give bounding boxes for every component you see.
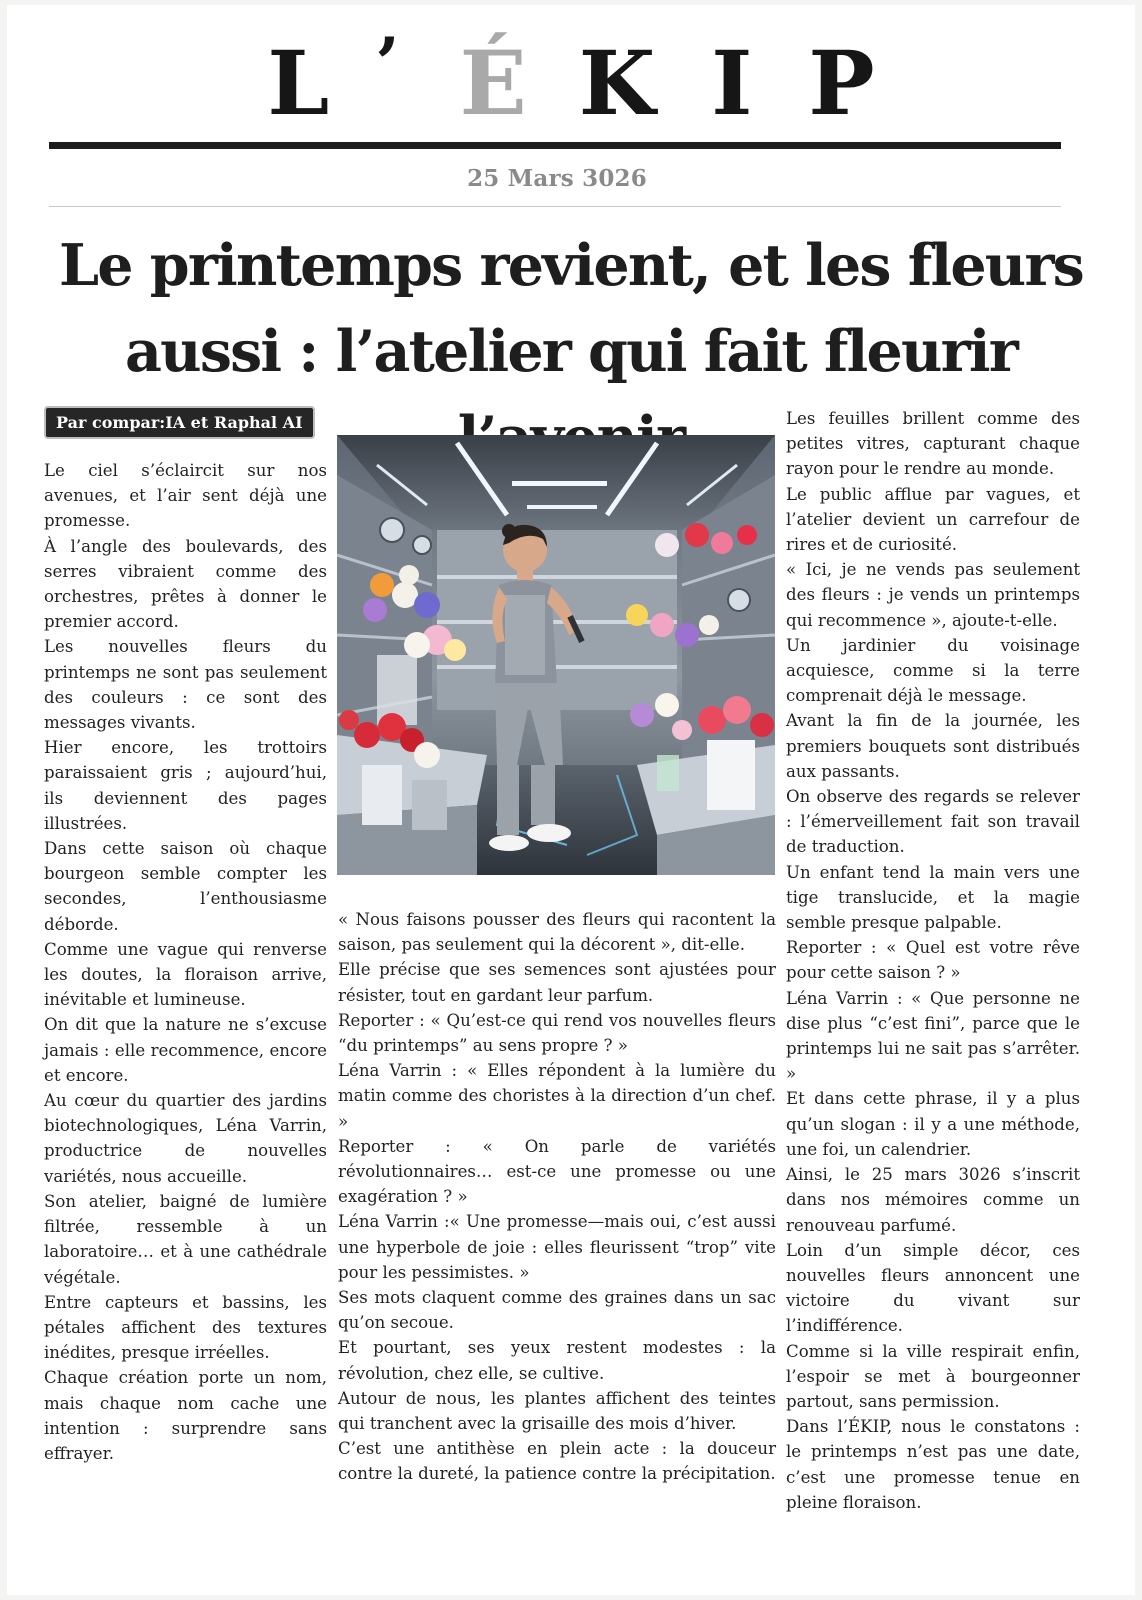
paragraph: Léna Varrin : « Elles répondent à la lumière du matin comme des choristes à la direction d’un chef. » [338, 1061, 776, 1131]
paragraph: Reporter : « Qu’est-ce qui rend vos nouvelles fleurs “du printemps” au sens propre ? » [338, 1010, 776, 1056]
byline: Par compar:IA et Raphal AI [46, 408, 313, 437]
paragraph: « Nous faisons pousser des fleurs qui racontent la saison, pas seulement qui la décorent », dit-elle. [338, 910, 776, 955]
paragraph: Et dans cette phrase, il y a plus qu’un slogan : il y a une méthode, une foi, un calendrier. [786, 1089, 1080, 1159]
column-left [44, 458, 327, 1466]
column-right [786, 406, 1080, 1515]
paragraph: Reporter : « On parle de variétés révolutionnaires… est-ce une promesse ou une exagération ? » [338, 1136, 776, 1207]
paragraph: Loin d’un simple décor, ces nouvelles fleurs annoncent une victoire du vivant sur l’indifférence. [786, 1240, 1080, 1336]
paragraph: Hier encore, les trottoirs paraissaient gris ; aujourd’hui, ils deviennent des pages illustrées. [44, 738, 327, 833]
column-middle [338, 907, 776, 1487]
paragraph: Entre capteurs et bassins, les pétales affichent des textures inédites, presque irréelles. [44, 1292, 327, 1363]
paragraph: Léna Varrin : « Que personne ne dise plus “c’est fini”, parce que le printemps lui ne sait pas s’arrêter. » [786, 988, 1080, 1084]
masthead-letter: I [711, 31, 753, 135]
paragraph: Le public afflue par vagues, et l’atelier devient un carrefour de rires et de curiosité. [786, 484, 1080, 555]
paragraph: Et pourtant, ses yeux restent modestes : la révolution, chez elle, se cultive. [338, 1338, 776, 1383]
paragraph: Ainsi, le 25 mars 3026 s’inscrit dans nos mémoires comme un renouveau parfumé. [786, 1165, 1080, 1235]
paragraph: Dans cette saison où chaque bourgeon semble compter les secondes, l’enthousiasme déborde. [44, 839, 327, 934]
paragraph: On observe des regards se relever : l’émerveillement fait son travail de traduction. [786, 787, 1080, 857]
newspaper-page [7, 5, 1135, 1595]
paragraph: Avant la fin de la journée, les premiers bouquets sont distribués aux passants. [786, 711, 1080, 781]
dateline-rule [49, 206, 1061, 207]
masthead-letter: L [267, 31, 330, 135]
paragraph: Ses mots claquent comme des graines dans un sac qu’on secoue. [338, 1288, 776, 1333]
paragraph: Les nouvelles fleurs du printemps ne sont pas seulement des couleurs : ce sont des messages vivants. [44, 637, 327, 733]
paragraph: Son atelier, baigné de lumière filtrée, ressemble à un laboratoire… et à une cathédrale végétale. [44, 1191, 327, 1287]
masthead-letter: P [808, 31, 875, 135]
paragraph: Comme si la ville respirait enfin, l’espoir se met à bourgeonner partout, sans permission. [786, 1341, 1080, 1411]
paragraph: Un jardinier du voisinage acquiesce, comme si la terre comprenait déjà le message. [786, 635, 1080, 706]
dateline: 25 Mars 3026 [467, 165, 647, 192]
paragraph: On dit que la nature ne s’excuse jamais : elle recommence, encore et encore. [44, 1015, 327, 1085]
paragraph: Reporter : « Quel est votre rêve pour cette saison ? » [786, 938, 1080, 983]
paragraph: Chaque création porte un nom, mais chaque nom cache une intention : surprendre sans effrayer. [44, 1368, 327, 1463]
paragraph: Léna Varrin :« Une promesse—mais oui, c’est aussi une hyperbole de joie : elles fleurissent “trop” vite pour les pessimistes. » [338, 1212, 776, 1282]
paragraph: Les feuilles brillent comme des petites vitres, capturant chaque rayon pour le rendre au monde. [786, 409, 1080, 479]
paragraph: Elle précise que ses semences sont ajustées pour résister, tout en gardant leur parfum. [338, 960, 776, 1005]
paragraph: Un enfant tend la main vers une tige translucide, et la magie semble presque palpable. [786, 862, 1080, 933]
paragraph: Autour de nous, les plantes affichent des teintes qui tranchent avec la grisaille des mois d’hiver. [338, 1388, 776, 1434]
headline: Le printemps revient, et les fleurs aussi : l’atelier qui fait fleurir [59, 232, 1083, 385]
florist-workshop-photo [337, 435, 775, 875]
masthead-rule [49, 142, 1061, 149]
paragraph: Au cœur du quartier des jardins biotechnologiques, Léna Varrin, productrice de nouvelles variétés, nous accueille. [44, 1091, 327, 1186]
paragraph: Dans l’ÉKIP, nous le constatons : le printemps n’est pas une date, c’est une promesse tenue en pleine floraison. [786, 1417, 1080, 1512]
masthead-letter: É [459, 31, 527, 135]
paragraph: « Ici, je ne vends pas seulement des fleurs : je vends un printemps qui recommence », ajoute-t-elle. [786, 560, 1080, 630]
masthead [7, 22, 1135, 135]
paragraph: Comme une vague qui renverse les doutes, la floraison arrive, inévitable et lumineuse. [44, 939, 327, 1010]
paragraph: C’est une antithèse en plein acte : la douceur contre la dureté, la patience contre la précipitation. [338, 1439, 776, 1484]
masthead-letter: ’ [375, 22, 400, 105]
paragraph: Le ciel s’éclaircit sur nos avenues, et l’air sent déjà une promesse. [44, 461, 327, 531]
masthead-letter: K [578, 31, 656, 135]
paragraph: À l’angle des boulevards, des serres vibraient comme des orchestres, prêtes à donner le premier accord. [44, 536, 327, 632]
